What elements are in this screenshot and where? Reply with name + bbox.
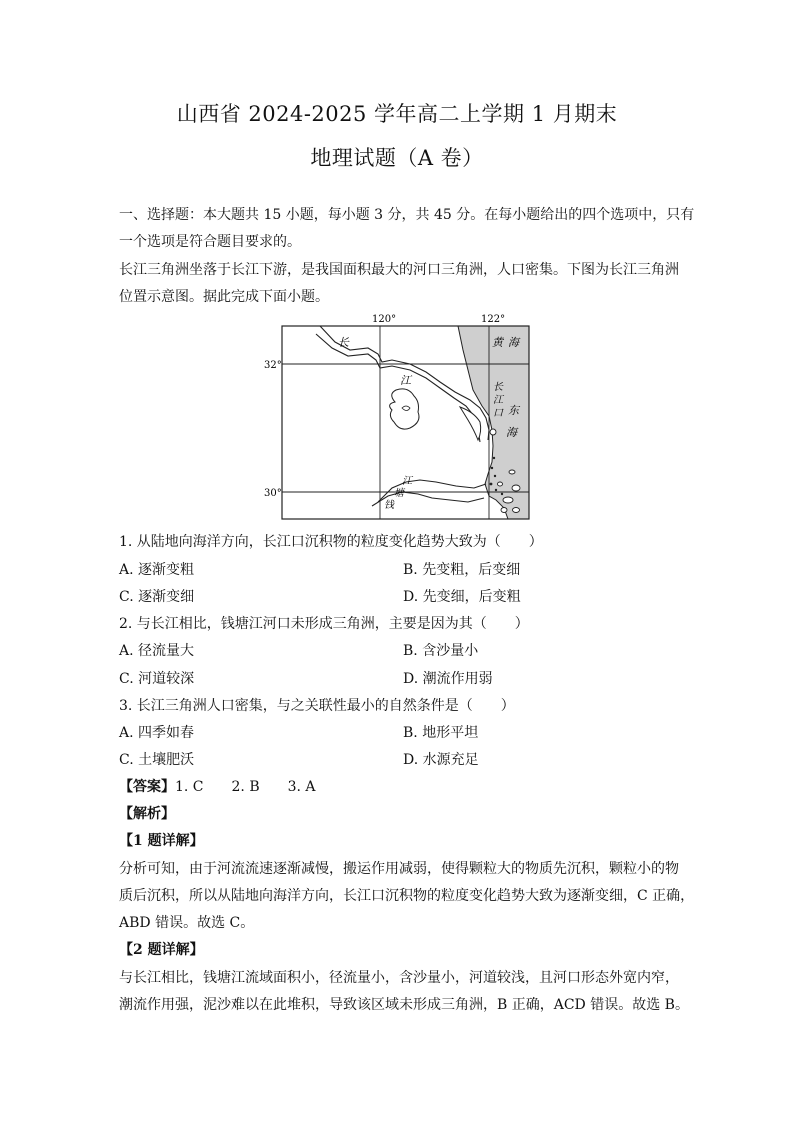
q3-option-c: C. 土壤肥沃 [119, 752, 195, 768]
label-changjiangkou-2: 江 [493, 395, 503, 406]
q1-option-c: C. 逐渐变细 [119, 589, 195, 605]
label-qiantang-3: 钱 [384, 500, 394, 511]
q1-detail-line2: 质后沉积，所以从陆地向海洋方向，长江口沉积物的粒度变化趋势大致为逐渐变细，C 正确， [119, 888, 695, 904]
yangtze-delta-map [260, 312, 540, 522]
q1-detail-line1: 分析可知，由于河流流速逐渐减慢，搬运作用减弱，使得颗粒大的物质先沉积，颗粒小的物 [119, 861, 679, 877]
q2-option-b: B. 含沙量小 [403, 643, 479, 659]
label-qiantang-1: 江 [402, 476, 412, 487]
chongming-island [460, 407, 481, 440]
material-line2: 位置示意图。据此完成下面小题。 [119, 289, 329, 305]
q1-option-d: D. 先变细，后变粗 [403, 589, 521, 605]
answer-values: 1. C 2. B 3. A [175, 779, 316, 795]
label-changjiangkou-1: 长 [493, 382, 503, 393]
label-changjiang-2: 江 [400, 374, 411, 387]
q3-option-a: A. 四季如春 [119, 725, 195, 741]
question-2-stem: 2. 与长江相比，钱塘江河口未形成三角洲，主要是因为其（ ） [119, 616, 529, 632]
page-subtitle: 地理试题（A 卷） [310, 146, 484, 170]
material-line1: 长江三角洲坐落于长江下游，是我国面积最大的河口三角洲，人口密集。下图为长江三角洲 [119, 262, 679, 278]
question-1-stem: 1. 从陆地向海洋方向，长江口沉积物的粒度变化趋势大致为（ ） [119, 534, 543, 550]
q3-option-d: D. 水源充足 [403, 752, 479, 768]
answer-label: 【答案】 [119, 779, 175, 795]
question-3-stem: 3. 长江三角洲人口密集，与之关联性最小的自然条件是（ ） [119, 698, 515, 714]
q2-detail-label: 【2 题详解】 [119, 942, 204, 958]
page-title: 山西省 2024-2025 学年高二上学期 1 月期末 [176, 102, 618, 126]
label-donghai-1: 东 [508, 404, 519, 417]
q2-option-c: C. 河道较深 [119, 671, 195, 687]
analysis-label: 【解析】 [119, 806, 175, 822]
section-intro-line1: 一、选择题：本大题共 15 小题，每小题 3 分，共 45 分。在每小题给出的四个选项中，只有 [119, 207, 695, 223]
q2-detail-line1: 与长江相比，钱塘江流域面积小，径流量小，含沙量小，河道较浅，且河口形态外宽内窄， [119, 970, 679, 986]
q2-option-d: D. 潮流作用弱 [403, 671, 493, 687]
q2-option-a: A. 径流量大 [119, 643, 195, 659]
label-donghai-2: 海 [506, 426, 517, 439]
label-lon-120: 120° [372, 314, 397, 325]
q1-option-b: B. 先变粗，后变细 [403, 562, 521, 578]
label-lat-30: 30° [264, 488, 282, 499]
label-changjiang-1: 长 [338, 336, 349, 349]
island [490, 429, 496, 435]
label-changjiangkou-3: 口 [493, 408, 503, 419]
q3-option-b: B. 地形平坦 [403, 725, 479, 741]
label-huanghai-2: 海 [508, 336, 519, 349]
label-lon-122: 122° [481, 314, 506, 325]
section-intro-line2: 一个选项是符合题目要求的。 [119, 234, 301, 250]
label-huanghai-1: 黄 [492, 336, 503, 349]
label-qiantang-2: 塘 [394, 488, 404, 499]
q1-detail-line3: ABD 错误。故选 C。 [119, 915, 255, 931]
answer-line [119, 776, 316, 796]
q1-detail-label: 【1 题详解】 [119, 833, 204, 849]
q2-detail-line2: 潮流作用强，泥沙难以在此堆积，导致该区域未形成三角洲，B 正确，ACD 错误。故选 B。 [119, 997, 689, 1013]
taihu-lake [390, 389, 419, 429]
label-lat-32: 32° [264, 360, 282, 371]
q1-option-a: A. 逐渐变粗 [119, 562, 195, 578]
